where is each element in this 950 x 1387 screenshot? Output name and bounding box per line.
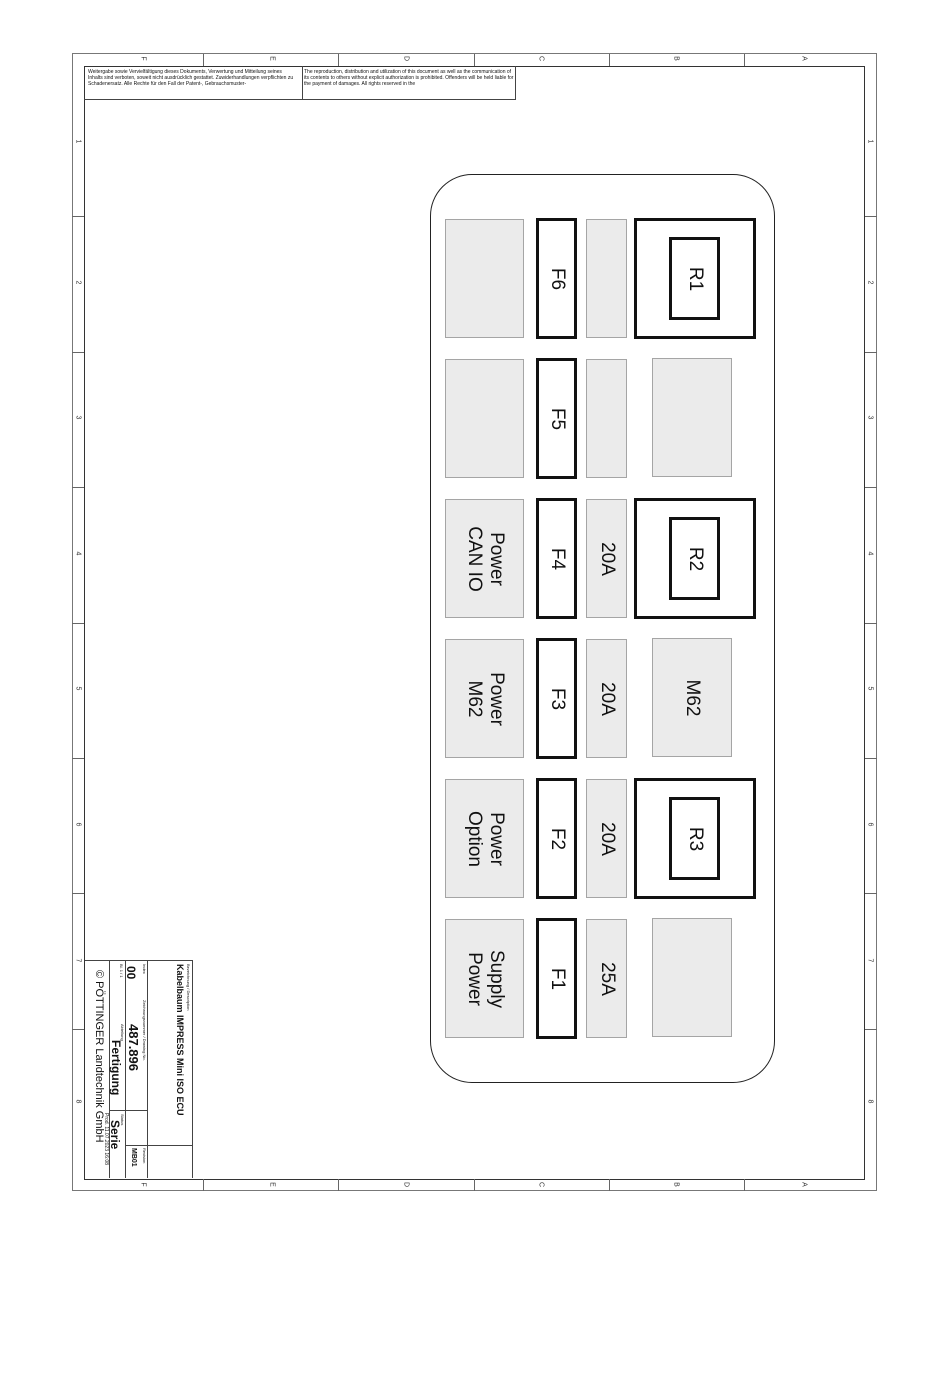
row-tick	[865, 352, 877, 353]
relay-r1-inner	[669, 237, 720, 320]
zone-top-B: B	[672, 56, 680, 61]
relay-r3	[634, 778, 756, 899]
slot-m62	[652, 638, 732, 757]
zone-top-D: D	[402, 55, 410, 62]
row-tick	[865, 1029, 877, 1030]
relay-r2-label: R2	[684, 546, 706, 571]
row-tick	[865, 893, 877, 894]
fuse-f2-label: F2	[546, 827, 568, 850]
fuse-f6	[536, 218, 577, 339]
zone-left-7: 7	[74, 958, 82, 963]
production-date: Prod. 11.07.2023 16:08	[103, 1113, 109, 1165]
column-tick	[609, 1179, 610, 1191]
relay-r3-label: R3	[684, 826, 706, 851]
column-tick	[338, 1179, 339, 1191]
title-block-divider	[125, 1145, 192, 1146]
label-cell-f2	[445, 779, 524, 898]
drawing-number: 487.896	[126, 1024, 141, 1071]
zone-right-4: 4	[866, 551, 874, 556]
zone-right-3: 3	[866, 415, 874, 420]
row-tick	[72, 487, 84, 488]
zone-left-4: 4	[74, 551, 82, 556]
relay-r1-label: R1	[684, 266, 706, 291]
index-value: 00	[124, 966, 138, 980]
row-tick	[865, 487, 877, 488]
notice-english: The reproduction, distribution and utilization of this document as well as the communication of its contents to others without explicit authorization is prohibited. Offenders will be held liable for the payment of damages. All rights reserved in the	[304, 69, 514, 87]
zone-right-5: 5	[866, 686, 874, 691]
notice-german: Weitergabe sowie Vervielfältigung dieses Dokuments, Verwertung und Mitteilung seines Inhalts sind verboten, soweit nicht ausdrücklich gestattet. Zuwiderhandlungen verpflichten zu Schadenersatz. Alle Rechte für den Fall der Patent-, Gebrauchsmuster-	[88, 69, 294, 87]
label-cell-f5	[445, 359, 524, 478]
zone-left-5: 5	[74, 686, 82, 691]
zone-left-6: 6	[74, 822, 82, 827]
label-cell-f6	[445, 219, 524, 338]
drawing-title: Kabelbaum IMPRESS Mini ISO ECU	[175, 964, 185, 1116]
zone-bottom-A: A	[800, 1182, 808, 1187]
zone-right-7: 7	[866, 958, 874, 963]
fuse-f5-label: F5	[546, 407, 568, 430]
rating-f2: 20A	[596, 821, 618, 856]
copyright-notice	[84, 66, 516, 100]
column-tick	[338, 54, 339, 66]
title-block-border-top	[85, 960, 193, 961]
rating-cell-f3	[586, 639, 627, 758]
title-block-divider	[109, 1110, 148, 1111]
row-tick	[865, 758, 877, 759]
relay-r1	[634, 218, 756, 339]
row-tick	[72, 623, 84, 624]
row-tick	[865, 216, 877, 217]
zone-left-3: 3	[74, 415, 82, 420]
status-value: Serie	[108, 1120, 122, 1150]
fuse-f1	[536, 918, 577, 1039]
column-tick	[609, 54, 610, 66]
fuse-f2	[536, 778, 577, 899]
zone-bottom-F: F	[139, 1182, 147, 1187]
revision-label: Revision	[142, 1148, 147, 1164]
rating-f1: 25A	[596, 961, 618, 996]
row-tick	[72, 758, 84, 759]
rating-cell-f5	[586, 359, 627, 478]
zone-top-E: E	[268, 56, 276, 61]
row-tick	[865, 623, 877, 624]
label-cell-f3	[445, 639, 524, 758]
row-tick	[72, 216, 84, 217]
label-cell-f1-text: Supply Power	[463, 949, 507, 1008]
label-cell-f1	[445, 919, 524, 1038]
zone-right-6: 6	[866, 822, 874, 827]
zone-top-A: A	[800, 56, 808, 61]
fuse-f4-label: F4	[546, 547, 568, 570]
zone-left-2: 2	[74, 280, 82, 285]
index-label: Index	[142, 964, 147, 974]
slot-m62-label: M62	[682, 679, 703, 716]
zone-top-F: F	[139, 56, 147, 61]
row-tick	[72, 893, 84, 894]
fuse-f1-label: F1	[546, 967, 568, 990]
column-tick	[474, 1179, 475, 1191]
fuse-f3-label: F3	[546, 687, 568, 710]
status-label: Status	[120, 1114, 125, 1126]
rating-cell-f6	[586, 219, 627, 338]
sheet-number: Bl. 1 / 1	[119, 964, 124, 978]
relay-slot-empty-1	[652, 358, 732, 477]
zone-right-2: 2	[866, 280, 874, 285]
zone-top-C: C	[537, 55, 545, 62]
fuse-f4	[536, 498, 577, 619]
relay-r3-inner	[669, 797, 720, 880]
department-value: Fertigung	[109, 1040, 123, 1096]
zone-left-8: 8	[74, 1099, 82, 1104]
label-cell-f3-text: Power M62	[463, 671, 507, 726]
zone-left-1: 1	[74, 139, 82, 144]
relay-r2	[634, 498, 756, 619]
zone-bottom-E: E	[268, 1182, 276, 1187]
company-copyright: © PÖTTINGER Landtechnik GmbH	[93, 970, 105, 1143]
fuse-f6-label: F6	[546, 267, 568, 290]
department-label: Abteilung	[120, 1024, 125, 1041]
rating-cell-f1	[586, 919, 627, 1038]
row-tick	[72, 1029, 84, 1030]
column-tick	[203, 1179, 204, 1191]
column-tick	[474, 54, 475, 66]
zone-bottom-C: C	[537, 1181, 545, 1188]
column-tick	[203, 54, 204, 66]
rating-cell-f4	[586, 499, 627, 618]
description-label: Bezeichnung / Description	[186, 964, 191, 1011]
rating-f4: 20A	[596, 541, 618, 576]
notice-divider	[302, 66, 303, 99]
label-cell-f4-text: Power CAN IO	[463, 525, 507, 592]
rating-f3: 20A	[596, 681, 618, 716]
zone-bottom-D: D	[402, 1181, 410, 1188]
label-cell-f4	[445, 499, 524, 618]
label-cell-f2-text: Power Option	[463, 810, 507, 867]
fuse-f3	[536, 638, 577, 759]
zone-right-1: 1	[866, 139, 874, 144]
row-tick	[72, 352, 84, 353]
relay-r2-inner	[669, 517, 720, 600]
title-block-border-right	[192, 960, 193, 1178]
zone-bottom-B: B	[672, 1182, 680, 1187]
drawing-number-label: Zeichnungsnummer / Drawing No.	[142, 1000, 147, 1061]
relay-slot-empty-2	[652, 918, 732, 1037]
column-tick	[744, 54, 745, 66]
fuse-f5	[536, 358, 577, 479]
zone-right-8: 8	[866, 1099, 874, 1104]
revision-value: MB01	[130, 1148, 137, 1167]
column-tick	[744, 1179, 745, 1191]
rating-cell-f2	[586, 779, 627, 898]
title-block	[85, 960, 193, 1178]
